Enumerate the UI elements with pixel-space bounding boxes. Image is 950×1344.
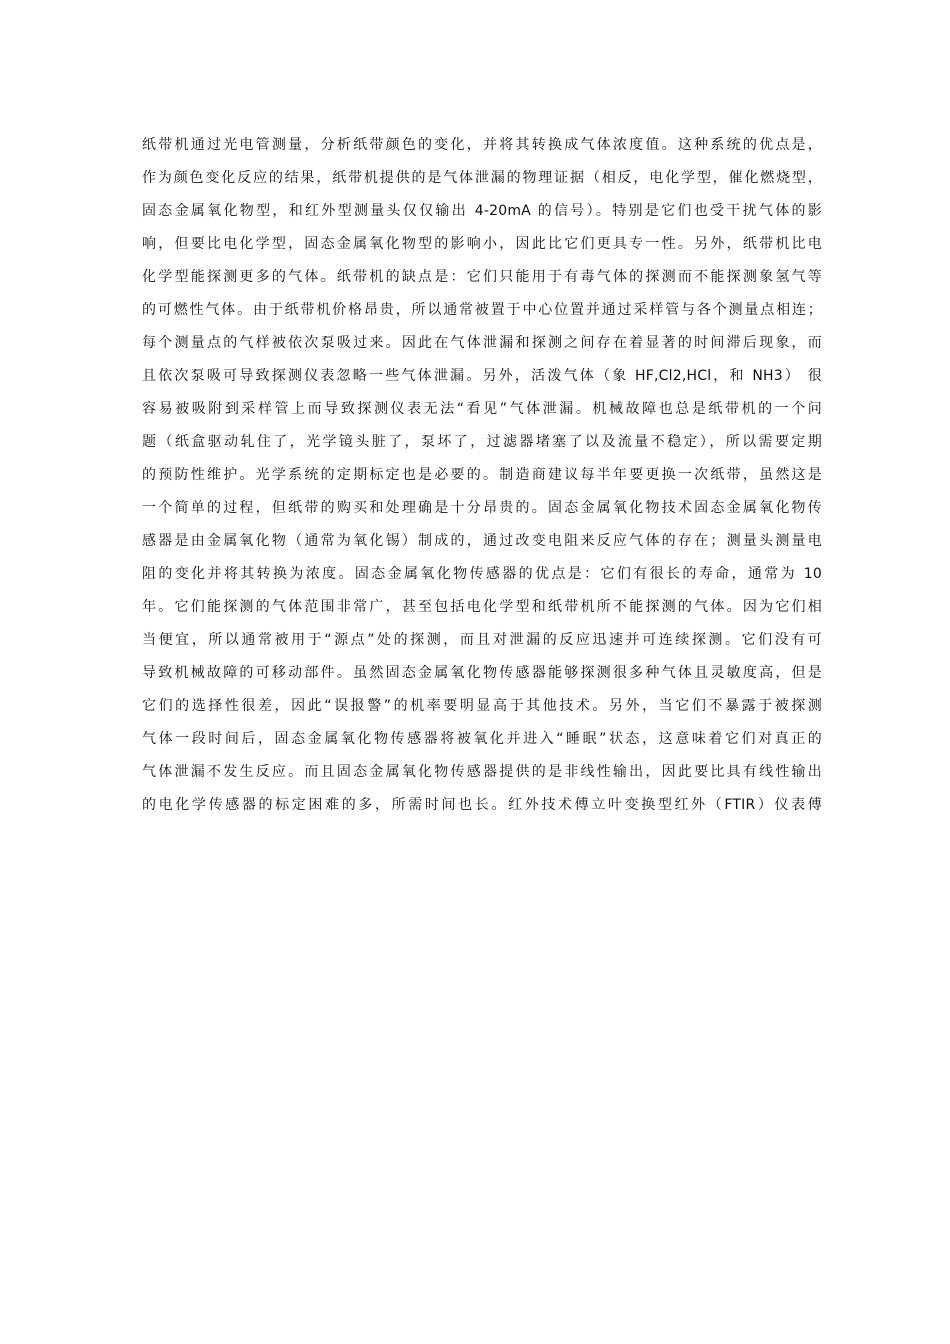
text-line: 每个测量点的气样被依次泵吸过来。因此在气体泄漏和探测之间存在着显著的时间滞后现象，而 <box>142 335 822 351</box>
text-line: 题（纸盒驱动轧住了，光学镜头脏了，泵坏了，过滤器堵塞了以及流量不稳定），所以需要定期 <box>142 434 822 450</box>
text-line: 气体一段时间后，固态金属氧化物传感器将被氧化并进入“睡眠”状态，这意味着它们对真正的 <box>142 731 822 747</box>
text-line: 的可燃性气体。由于纸带机价格昂贵，所以通常被置于中心位置并通过采样管与各个测量点相连； <box>142 302 822 318</box>
text-line: 气体泄漏不发生反应。而且固态金属氧化物传感器提供的是非线性输出，因此要比具有线性输出 <box>142 764 822 780</box>
text-line: 且依次泵吸可导致探测仪表忽略一些气体泄漏。另外，活泼气体（象 HF,Cl2,HCl，和 NH3） 很 <box>142 368 822 384</box>
text-line: 当便宜，所以通常被用于“源点”处的探测，而且对泄漏的反应迅速并可连续探测。它们没有可 <box>142 632 822 648</box>
text-line: 感器是由金属氧化物（通常为氧化锡）制成的，通过改变电阻来反应气体的存在；测量头测量电 <box>142 533 822 549</box>
text-line: 化学型能探测更多的气体。纸带机的缺点是：它们只能用于有毒气体的探测而不能探测象氢气等 <box>142 269 822 285</box>
text-line: 的预防性维护。光学系统的定期标定也是必要的。制造商建议每半年要更换一次纸带，虽然这是 <box>142 467 822 483</box>
text-line: 作为颜色变化反应的结果，纸带机提供的是气体泄漏的物理证据（相反，电化学型，催化燃烧型， <box>142 170 822 186</box>
text-line: 的电化学传感器的标定困难的多，所需时间也长。红外技术傅立叶变换型红外（FTIR）仪表傅 <box>142 797 822 813</box>
text-line: 固态金属氧化物型，和红外型测量头仅仅输出 4-20mA 的信号）。特别是它们也受干扰气体的影 <box>142 203 822 219</box>
text-line: 它们的选择性很差，因此“误报警”的机率要明显高于其他技术。另外，当它们不暴露于被探测 <box>142 698 822 714</box>
body-text <box>142 133 822 826</box>
text-line: 容易被吸附到采样管上而导致探测仪表无法“看见”气体泄漏。机械故障也总是纸带机的一个问 <box>142 401 822 417</box>
text-line: 年。它们能探测的气体范围非常广，甚至包括电化学型和纸带机所不能探测的气体。因为它们相 <box>142 599 822 615</box>
text-line: 阻的变化并将其转换为浓度。固态金属氧化物传感器的优点是：它们有很长的寿命，通常为 10 <box>142 566 822 582</box>
text-line: 响，但要比电化学型，固态金属氧化物型的影响小，因此比它们更具专一性。另外，纸带机比电 <box>142 236 822 252</box>
text-line: 导致机械故障的可移动部件。虽然固态金属氧化物传感器能够探测很多种气体且灵敏度高，但是 <box>142 665 822 681</box>
text-line: 一个简单的过程，但纸带的购买和处理确是十分昂贵的。固态金属氧化物技术固态金属氧化物传 <box>142 500 822 516</box>
text-line: 纸带机通过光电管测量，分析纸带颜色的变化，并将其转换成气体浓度值。这种系统的优点是， <box>142 137 822 153</box>
